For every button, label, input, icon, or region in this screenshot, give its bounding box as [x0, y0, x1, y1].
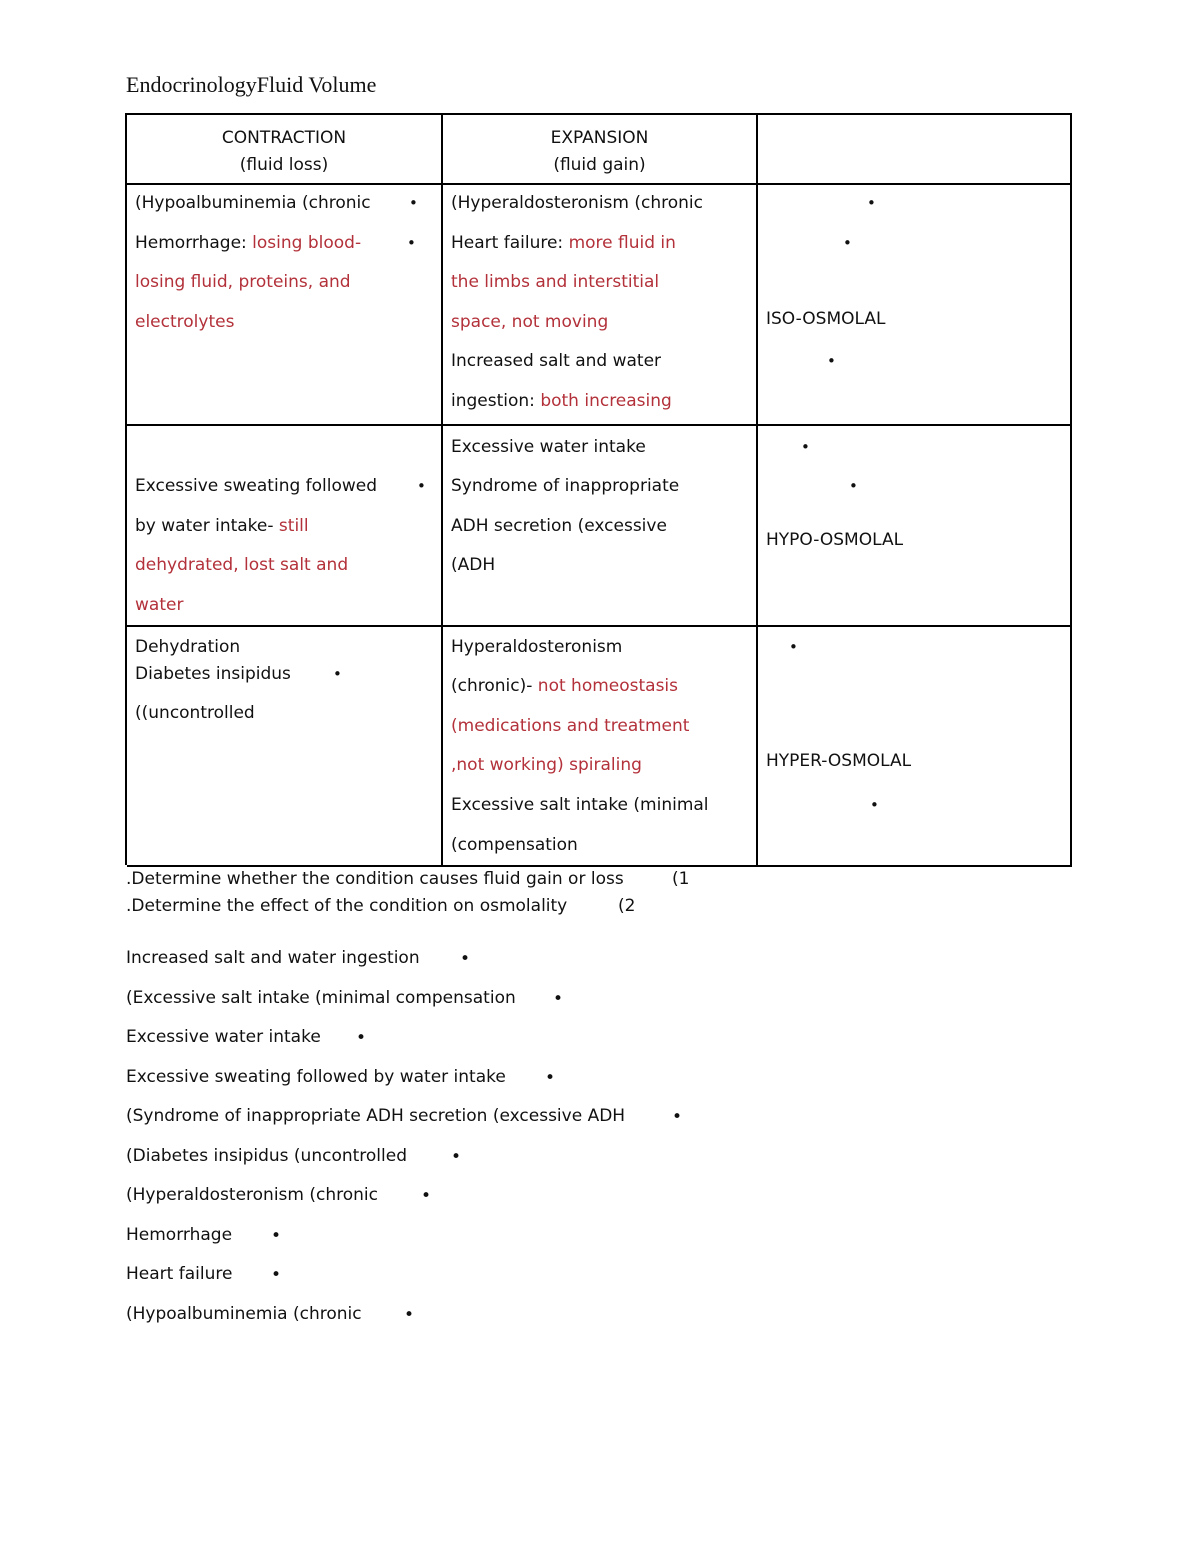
list-item: (Hyperaldosteronism (chronic: [126, 1185, 378, 1205]
bullet-icon: •: [843, 234, 852, 252]
hypo-osmolal-cell: [758, 426, 1072, 627]
table-line: ((uncontrolled: [135, 703, 255, 723]
hyper-osmolal-label: HYPER-OSMOLAL: [766, 751, 912, 771]
header-empty: [758, 115, 1072, 185]
bullet-icon: •: [870, 796, 879, 814]
iso-osmolal-label: ISO-OSMOLAL: [766, 309, 886, 329]
table-line: (ADH: [451, 555, 496, 575]
bullet-icon: •: [801, 438, 810, 456]
list-item: (Diabetes insipidus (uncontrolled: [126, 1146, 407, 1166]
bullet-icon: •: [867, 194, 876, 212]
table-line: space, not moving: [451, 312, 609, 332]
table-line: Excessive salt intake (minimal: [451, 795, 709, 815]
bullet-icon: •: [407, 234, 416, 252]
table-line: ,not working) spiraling: [451, 755, 642, 775]
table-line: losing fluid, proteins, and: [135, 272, 351, 292]
bullet-icon: •: [789, 638, 798, 656]
list-item: Excessive water intake: [126, 1027, 321, 1047]
list-item: (Hypoalbuminemia (chronic: [126, 1304, 362, 1324]
header-contraction: [127, 115, 443, 185]
table-line: by water intake- still: [135, 516, 309, 536]
bullet-icon: •: [271, 1265, 282, 1285]
table-line: Excessive water intake: [451, 437, 646, 457]
list-item: Heart failure: [126, 1264, 233, 1284]
table-line: Excessive sweating followed: [135, 476, 378, 496]
table-line: (compensation: [451, 835, 578, 855]
table-line: (Hypoalbuminemia (chronic: [135, 193, 371, 213]
bullet-icon: •: [460, 949, 471, 969]
document-title: EndocrinologyFluid Volume: [126, 72, 377, 97]
table-line: (medications and treatment: [451, 716, 690, 736]
table-line: water: [135, 595, 184, 615]
bullet-icon: •: [409, 194, 418, 212]
instruction-1: .Determine whether the condition causes fluid gain or loss: [126, 869, 624, 889]
table-line: Hemorrhage: losing blood-: [135, 233, 362, 253]
table-line: electrolytes: [135, 312, 235, 332]
bullet-icon: •: [421, 1186, 432, 1206]
bullet-icon: •: [545, 1068, 556, 1088]
table-line: Increased salt and water: [451, 351, 662, 371]
hyper-contraction-cell: [127, 627, 443, 867]
table-line: (chronic)- not homeostasis: [451, 676, 679, 696]
iso-osmolal-cell: [758, 185, 1072, 426]
bullet-icon: •: [553, 989, 564, 1009]
bullet-icon: •: [356, 1028, 367, 1048]
table-line: ingestion: both increasing: [451, 391, 672, 411]
hyper-osmolal-cell: [758, 627, 1072, 867]
bullet-icon: •: [672, 1107, 683, 1127]
list-item: (Excessive salt intake (minimal compensation: [126, 988, 516, 1008]
hypo-osmolal-label: HYPO-OSMOLAL: [766, 530, 904, 550]
table-line: the limbs and interstitial: [451, 272, 660, 292]
header-expansion-label: EXPANSION: [550, 128, 649, 148]
header-expansion-sub: (fluid gain): [553, 155, 646, 175]
header-contraction-sub: (fluid loss): [239, 155, 329, 175]
instruction-1-number: (1: [672, 869, 690, 889]
list-item: Excessive sweating followed by water intake: [126, 1067, 506, 1087]
instruction-2-number: (2: [618, 896, 636, 916]
table-line: ADH secretion (excessive: [451, 516, 667, 536]
list-item: (Syndrome of inappropriate ADH secretion (excessive ADH: [126, 1106, 626, 1126]
bullet-icon: •: [271, 1226, 282, 1246]
instruction-2: .Determine the effect of the condition on osmolality: [126, 896, 568, 916]
fluid-volume-table: [125, 113, 1072, 865]
table-line: dehydrated, lost salt and: [135, 555, 349, 575]
list-item: Increased salt and water ingestion: [126, 948, 420, 968]
bullet-icon: •: [417, 477, 426, 495]
bullet-icon: •: [849, 477, 858, 495]
table-line: Dehydration: [135, 637, 241, 657]
table-line: Hyperaldosteronism: [451, 637, 623, 657]
bullet-icon: •: [451, 1147, 462, 1167]
bullet-icon: •: [333, 665, 342, 683]
bullet-icon: •: [404, 1305, 415, 1325]
bullet-icon: •: [827, 352, 836, 370]
hypo-contraction-cell: [127, 426, 443, 627]
header-expansion: [443, 115, 758, 185]
table-line: (Hyperaldosteronism (chronic: [451, 193, 703, 213]
list-item: Hemorrhage: [126, 1225, 233, 1245]
header-contraction-label: CONTRACTION: [221, 128, 347, 148]
table-line: Heart failure: more fluid in: [451, 233, 676, 253]
table-line: Diabetes insipidus: [135, 664, 291, 684]
iso-contraction-cell: [127, 185, 443, 426]
table-line: Syndrome of inappropriate: [451, 476, 680, 496]
